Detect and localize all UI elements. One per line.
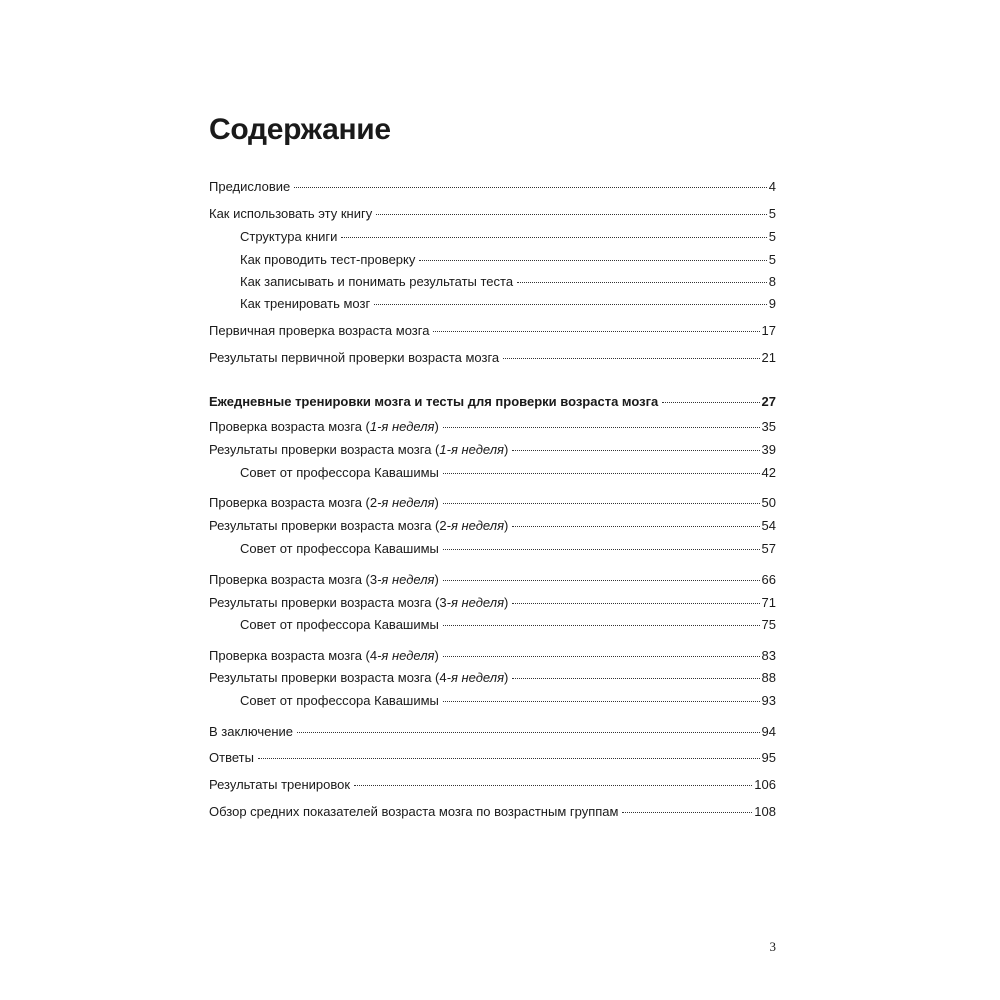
toc-entry-train-brain[interactable]	[240, 294, 776, 314]
toc-page-number: 17	[761, 323, 776, 338]
toc-entry-week1-check[interactable]	[209, 417, 776, 437]
toc-entry-week4-advice[interactable]	[240, 691, 776, 711]
toc-entry-week4-check[interactable]	[209, 646, 776, 666]
toc-entry-title: Проверка возраста мозга (1-я неделя)	[209, 419, 439, 434]
toc-page-number: 42	[761, 465, 776, 480]
toc-entry-title: В заключение	[209, 724, 294, 739]
toc-entry-age-overview[interactable]	[209, 802, 776, 822]
toc-entry-week3-advice[interactable]	[240, 615, 776, 635]
toc-page-number: 95	[761, 750, 776, 765]
page-title: Содержание	[209, 113, 391, 146]
toc-page-number: 5	[768, 206, 776, 221]
dot-leader	[622, 811, 752, 813]
toc-page-number: 5	[768, 252, 776, 267]
toc-page-number: 54	[761, 518, 776, 533]
toc-entry-week1-results[interactable]	[209, 440, 776, 460]
toc-entry-week3-results[interactable]	[209, 593, 776, 613]
toc-entry-test-procedure[interactable]	[240, 250, 776, 270]
toc-entry-title: Обзор средних показателей возраста мозга по возрастным группам	[209, 804, 619, 819]
dot-leader	[512, 677, 759, 679]
toc-entry-week4-results[interactable]	[209, 668, 776, 688]
dot-leader	[443, 700, 760, 702]
toc-page-number: 66	[761, 572, 776, 587]
toc-entry-title: Предисловие	[209, 179, 291, 194]
toc-entry-title: Как использовать эту книгу	[209, 206, 373, 221]
toc-entry-week2-advice[interactable]	[240, 539, 776, 559]
toc-page-number: 88	[761, 670, 776, 685]
toc-entry-week1-advice[interactable]	[240, 463, 776, 483]
toc-page-number: 5	[768, 229, 776, 244]
toc-entry-title: Совет от профессора Кавашимы	[240, 465, 439, 480]
toc-entry-title: Первичная проверка возраста мозга	[209, 323, 430, 338]
dot-leader	[517, 281, 767, 283]
dot-leader	[354, 784, 752, 786]
dot-leader	[443, 426, 760, 428]
toc-entry-title: Структура книги	[240, 229, 338, 244]
toc-page-number: 75	[761, 617, 776, 632]
dot-leader	[443, 579, 760, 581]
toc-entry-title: Как проводить тест-проверку	[240, 252, 416, 267]
toc-entry-title: Результаты проверки возраста мозга (3-я неделя)	[209, 595, 509, 610]
toc-page-number: 50	[761, 495, 776, 510]
toc-page-number: 39	[761, 442, 776, 457]
dot-leader	[374, 303, 767, 305]
toc-entry-how-to-use[interactable]	[209, 204, 776, 224]
dot-leader	[376, 213, 767, 215]
dot-leader	[297, 731, 760, 733]
toc-entry-foreword[interactable]	[209, 177, 776, 197]
dot-leader	[258, 757, 760, 759]
toc-page-number: 108	[754, 804, 776, 819]
toc-entry-title: Проверка возраста мозга (2-я неделя)	[209, 495, 439, 510]
toc-entry-title: Совет от профессора Кавашимы	[240, 617, 439, 632]
dot-leader	[433, 330, 759, 332]
toc-entry-title: Результаты тренировок	[209, 777, 351, 792]
toc-page-number: 71	[761, 595, 776, 610]
toc-page-number: 83	[761, 648, 776, 663]
dot-leader	[443, 624, 760, 626]
toc-page-number: 35	[761, 419, 776, 434]
dot-leader	[443, 502, 760, 504]
toc-entry-training-results[interactable]	[209, 775, 776, 795]
toc-page-number: 21	[761, 350, 776, 365]
toc-page-number: 94	[761, 724, 776, 739]
toc-entry-title: Совет от профессора Кавашимы	[240, 693, 439, 708]
toc-page-number: 4	[768, 179, 776, 194]
toc-entry-week2-results[interactable]	[209, 516, 776, 536]
toc-page-number: 57	[761, 541, 776, 556]
toc-entry-title: Как тренировать мозг	[240, 296, 371, 311]
dot-leader	[443, 655, 760, 657]
toc-entry-week2-check[interactable]	[209, 493, 776, 513]
toc-entry-title: Результаты первичной проверки возраста мозга	[209, 350, 500, 365]
dot-leader	[419, 259, 766, 261]
toc-entry-title: Проверка возраста мозга (3-я неделя)	[209, 572, 439, 587]
toc-entry-title: Результаты проверки возраста мозга (4-я неделя)	[209, 670, 509, 685]
dot-leader	[341, 236, 766, 238]
dot-leader	[443, 548, 760, 550]
dot-leader	[443, 472, 760, 474]
toc-entry-record-results[interactable]	[240, 272, 776, 292]
toc-entry-title: Проверка возраста мозга (4-я неделя)	[209, 648, 439, 663]
toc-entry-title: Совет от профессора Кавашимы	[240, 541, 439, 556]
toc-entry-title: Ежедневные тренировки мозга и тесты для проверки возраста мозга	[209, 394, 659, 409]
dot-leader	[662, 401, 759, 403]
toc-entry-book-structure[interactable]	[240, 227, 776, 247]
toc-entry-daily-training[interactable]	[209, 392, 776, 412]
toc-page-number: 27	[761, 394, 776, 409]
toc-entry-initial-check[interactable]	[209, 321, 776, 341]
toc-entry-initial-results[interactable]	[209, 348, 776, 368]
dot-leader	[512, 602, 759, 604]
toc-page-number: 93	[761, 693, 776, 708]
toc-page-number: 8	[768, 274, 776, 289]
dot-leader	[512, 449, 759, 451]
toc-page-number: 9	[768, 296, 776, 311]
dot-leader	[503, 357, 759, 359]
toc-entry-answers[interactable]	[209, 748, 776, 768]
toc-entry-conclusion[interactable]	[209, 722, 776, 742]
page-number: 3	[769, 939, 776, 954]
toc-entry-title: Ответы	[209, 750, 254, 765]
dot-leader	[294, 186, 767, 188]
toc-entry-week3-check[interactable]	[209, 570, 776, 590]
dot-leader	[512, 525, 759, 527]
toc-page-number: 106	[754, 777, 776, 792]
toc-entry-title: Результаты проверки возраста мозга (2-я неделя)	[209, 518, 509, 533]
toc-entry-title: Как записывать и понимать результаты теста	[240, 274, 514, 289]
toc-entry-title: Результаты проверки возраста мозга (1-я неделя)	[209, 442, 509, 457]
